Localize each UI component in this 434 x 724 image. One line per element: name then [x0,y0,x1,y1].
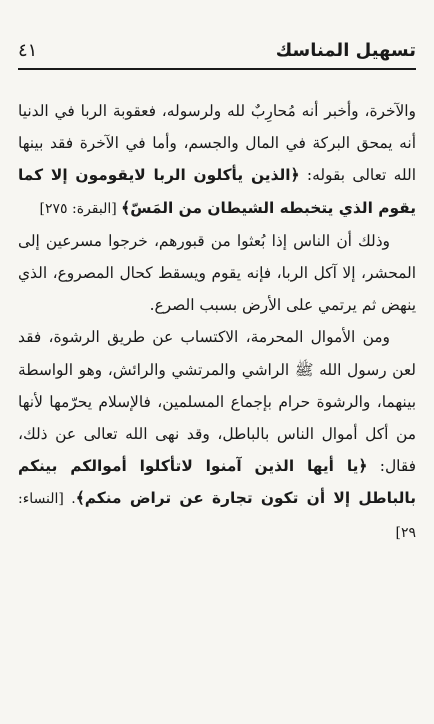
paragraph [18,321,416,548]
text-segment: ومن الأموال المحرمة، الاكتساب عن طريق الرشوة، فقد لعن رسول الله ﷺ الراشي والمرتشي والرائش، وهو الواسطة بينهما، والرشوة حرام بإجماع المسلمين، فالإسلام يحرّمها لأنها من أكل أموال الناس بالباطل، وقد نهى الله تعالى عن ذلك، فقال: [18,328,417,476]
header-rule [18,68,416,70]
verse-citation: [البقرة: ٢٧٥] [39,200,122,217]
text-segment: والآخرة، وأخبر أنه مُحارِبٌ لله ولرسوله، فعقوبة الربا في الدنيا أنه يمحق البركة في المال والجسم، وأما في الآخرة فقد بينها الله تعالى بقوله: [18,102,416,185]
book-title: تسهيل المناسك [275,40,416,61]
paragraph [18,95,416,225]
body-text [18,95,416,549]
verse-citation: . [النساء: ٢٩] [18,491,416,541]
page-header [18,40,416,70]
text-segment: وذلك أن الناس إذا بُعثوا من قبورهم، خرجوا مسرعين إلى المحشر، إلا آكل الربا، فإنه يقوم ويسقط كحال المصروع، الذي ينهض ثم يرتمي على الأرض بسبب الصرع. [18,231,416,315]
quran-verse: ﴿يا أيها الذين آمنوا لاتأكلوا أموالكم بينكم بالباطل إلا أن تكون تجارة عن تراض منكم﴾ [18,457,416,508]
paragraph [18,225,416,322]
quran-verse: ﴿الذين يأكلون الربا لايقومون إلا كما يقوم الذي يتخبطه الشيطان من المَسّ﴾ [18,166,416,217]
page-number: ٤١ [18,40,38,61]
